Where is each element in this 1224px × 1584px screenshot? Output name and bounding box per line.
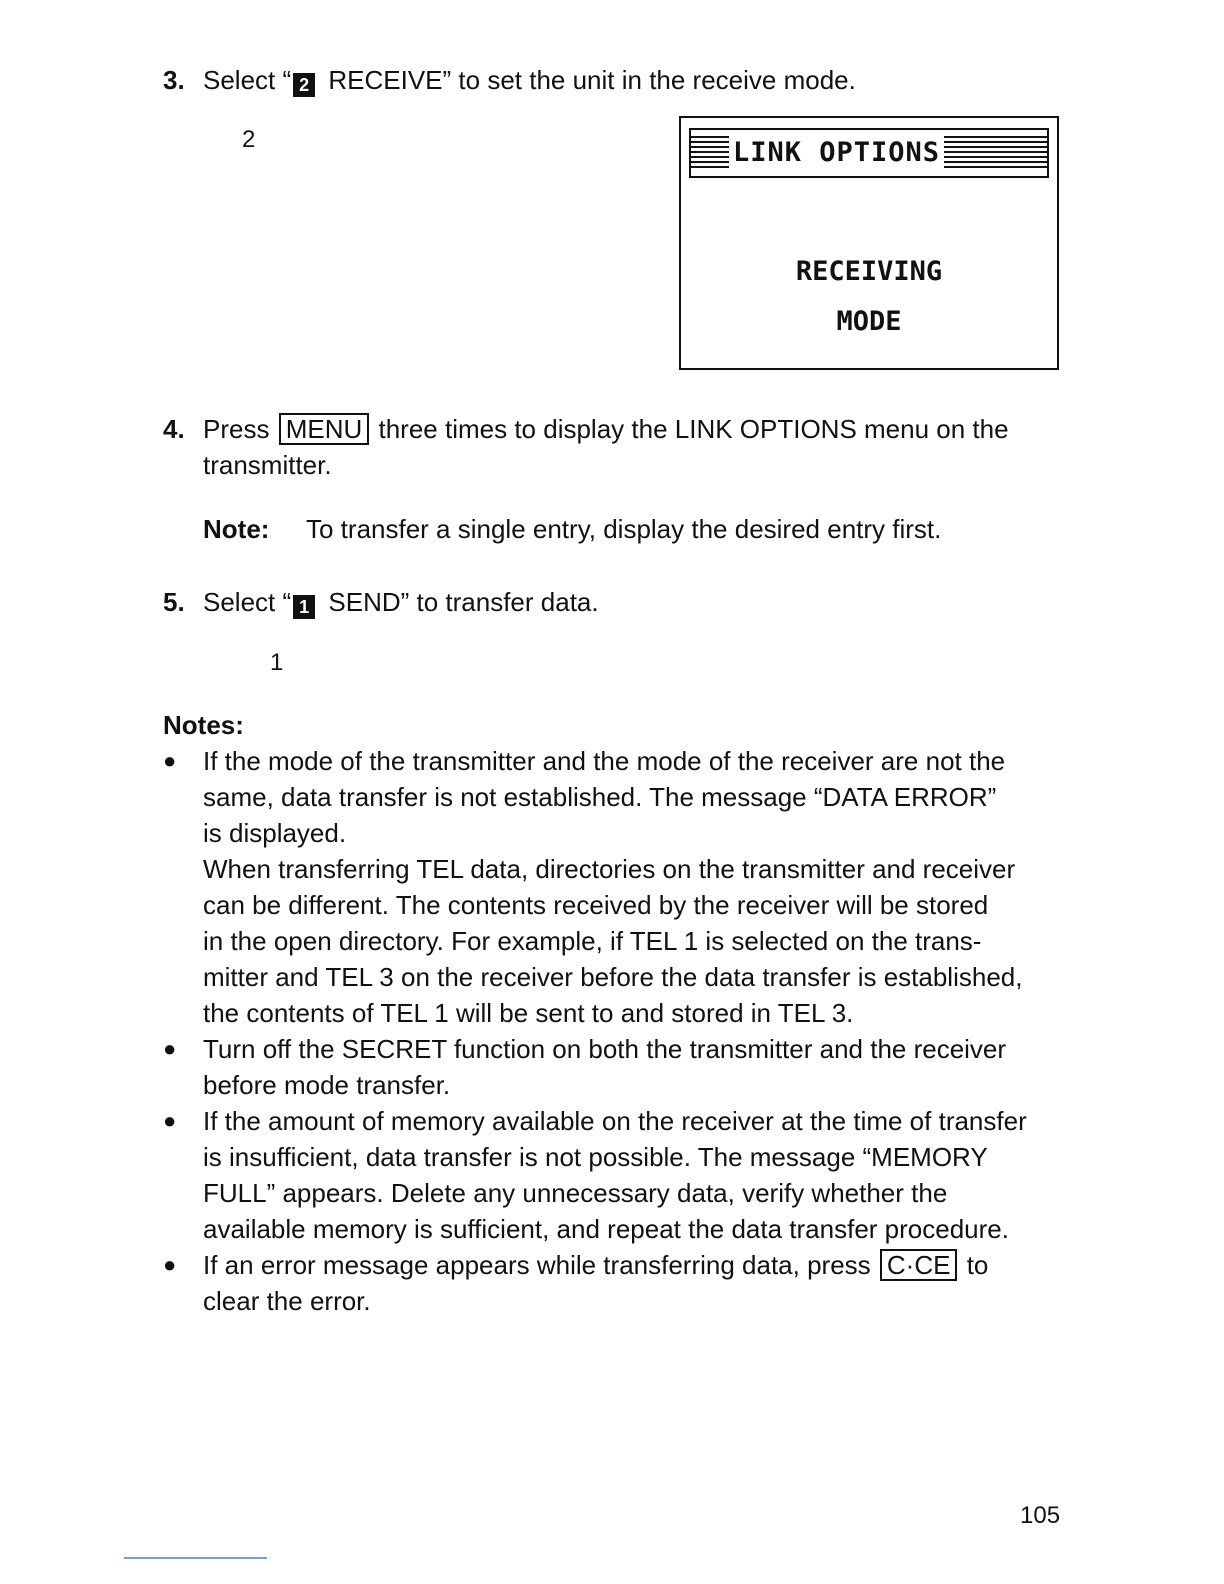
bullet-3-line: If the amount of memory available on the receiver at the time of transfer xyxy=(203,1106,1027,1136)
lcd-line-2: MODE xyxy=(836,306,902,337)
step-5-text-before: Select “ xyxy=(203,587,292,617)
step-5 xyxy=(163,584,185,620)
bullet-2 xyxy=(203,1031,1063,1103)
step-5-text-after: SEND” to transfer data. xyxy=(321,587,599,617)
step-3-key-hint: 2 xyxy=(242,126,256,153)
bullet-2-line: before mode transfer. xyxy=(203,1070,451,1100)
step-4-text-before: Press xyxy=(203,414,270,444)
note-text: To transfer a single entry, display the desired entry first. xyxy=(306,514,942,544)
bullet-1-extra-line: in the open directory. For example, if TEL 1 is selected on the trans- xyxy=(203,926,982,956)
bullet-2-line: Turn off the SECRET function on both the transmitter and the receiver xyxy=(203,1034,1007,1064)
step-3-text-after: RECEIVE” to set the unit in the receive mode. xyxy=(321,65,856,95)
menu-key: MENU xyxy=(279,413,370,445)
notes-heading: Notes: xyxy=(163,710,244,740)
bullet-1-line: same, data transfer is not established. The message “DATA ERROR” xyxy=(203,782,997,812)
lcd-line-1: RECEIVING xyxy=(795,256,943,287)
lcd-title: LINK OPTIONS xyxy=(733,137,941,168)
bullet-dot-4: ● xyxy=(163,1252,177,1277)
bullet-4-text-after: to xyxy=(966,1250,989,1280)
page-number: 105 xyxy=(1020,1502,1061,1529)
step-4-number: 4. xyxy=(163,414,185,444)
bullet-1-line: If the mode of the transmitter and the mode of the receiver are not the xyxy=(203,746,1006,776)
bullet-3 xyxy=(203,1103,1063,1247)
step-4 xyxy=(163,411,185,447)
bullet-1-line: is displayed. xyxy=(203,818,347,848)
step-5-text xyxy=(203,584,599,620)
number-2-key-icon: 2 xyxy=(293,73,315,97)
bullet-3-line: available memory is sufficient, and repeat the data transfer procedure. xyxy=(203,1214,1009,1244)
bullet-4-text-before: If an error message appears while transferring data, press xyxy=(203,1250,871,1280)
step-4-text-after: three times to display the LINK OPTIONS menu on the xyxy=(378,414,1009,444)
lcd-title-bar xyxy=(689,128,1049,178)
step-4-text xyxy=(203,411,1009,447)
bullet-dot-1: ● xyxy=(163,748,177,773)
number-1-key-icon: 1 xyxy=(293,595,315,619)
bullet-1-extra-line: mitter and TEL 3 on the receiver before the data transfer is established, xyxy=(203,962,1023,992)
bullet-1-extra-line: When transferring TEL data, directories on the transmitter and receiver xyxy=(203,854,1016,884)
lcd-title-stripes-left xyxy=(691,136,729,170)
step-3-text xyxy=(203,62,856,98)
bullet-1-extra-line: the contents of TEL 1 will be sent to and stored in TEL 3. xyxy=(203,998,854,1028)
bullet-4 xyxy=(203,1247,1063,1319)
step-3-text-before: Select “ xyxy=(203,65,292,95)
lcd-title-stripes-right xyxy=(944,136,1047,170)
step-3-number: 3. xyxy=(163,65,185,95)
step-3 xyxy=(163,62,185,98)
bullet-3-line: FULL” appears. Delete any unnecessary data, verify whether the xyxy=(203,1178,948,1208)
bullet-dot-3: ● xyxy=(163,1108,177,1133)
bullet-4-line-2: clear the error. xyxy=(203,1286,371,1316)
lcd-display xyxy=(679,116,1059,370)
bullet-3-line: is insufficient, data transfer is not possible. The message “MEMORY xyxy=(203,1142,988,1172)
bullet-dot-2: ● xyxy=(163,1036,177,1061)
step-5-key-hint: 1 xyxy=(270,649,284,676)
bullet-4-line-1 xyxy=(203,1247,1063,1283)
footer-rule xyxy=(124,1557,267,1559)
bullet-1-extra-line: can be different. The contents received by the receiver will be stored xyxy=(203,890,989,920)
cce-key: C·CE xyxy=(880,1249,958,1281)
step-4-line-2: transmitter. xyxy=(203,450,332,480)
bullet-1 xyxy=(203,743,1063,1031)
step-5-number: 5. xyxy=(163,587,185,617)
note-label: Note: xyxy=(203,514,270,544)
